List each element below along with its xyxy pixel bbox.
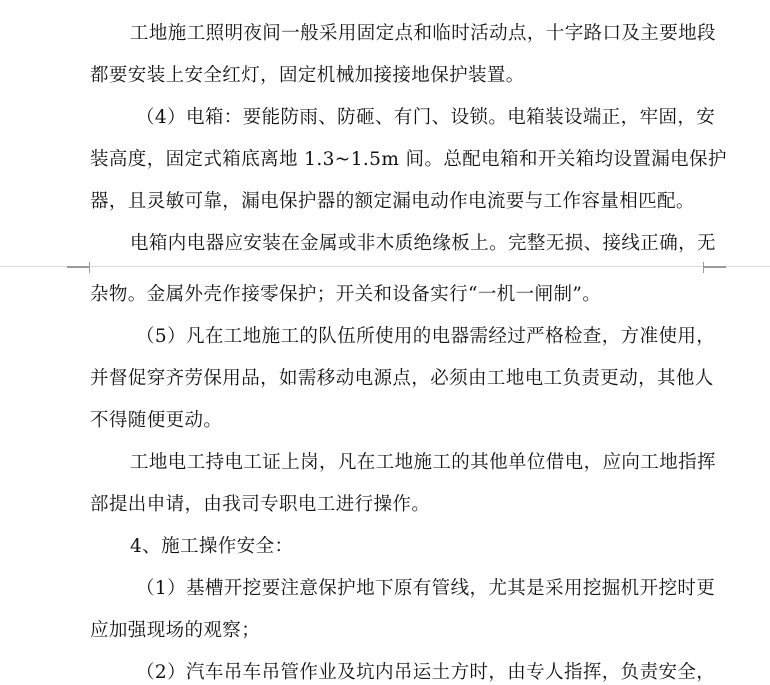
text-line: 器，且灵敏可靠，漏电保护器的额定漏电动作电流要与工作容量相匹配。 [90, 191, 695, 212]
text-line: 不得随便更动。 [90, 410, 223, 431]
text-line: 电箱内电器应安装在金属或非木质绝缘板上。完整无损、接线正确，无 [130, 233, 716, 254]
text-line: 4、施工操作安全： [130, 536, 294, 557]
text-line: 部提出申请，由我司专职电工进行操作。 [90, 494, 431, 515]
text-line: （4）电箱：要能防雨、防砸、有门、设锁。电箱装设端正，牢固，安 [136, 107, 716, 128]
text-line: 装高度，固定式箱底离地 1.3~1.5m 间。总配电箱和开关箱均设置漏电保护 [90, 149, 727, 170]
text-line: 工地电工持电工证上岗，凡在工地施工的其他单位借电，应向工地指挥 [130, 452, 716, 473]
text-line: （1）基槽开挖要注意保护地下原有管线，尤其是采用挖掘机开挖时更 [136, 578, 716, 599]
text-line: 并督促穿齐劳保用品，如需移动电源点，必须由工地电工负责更动，其他人 [90, 368, 714, 389]
text-line: （2）汽车吊车吊管作业及坑内吊运土方时，由专人指挥，负责安全， [136, 662, 716, 683]
text-line: 都要安装上安全红灯，固定机械加接接地保护装置。 [90, 65, 525, 86]
text-line: 应加强现场的观察； [90, 620, 261, 641]
text-line: 工地施工照明夜间一般采用固定点和临时活动点，十字路口及主要地段 [130, 23, 716, 44]
page-break-line [0, 266, 770, 267]
text-line: （5）凡在工地施工的队伍所使用的电器需经过严格检查，方准使用， [136, 326, 716, 347]
page-corner-mark [703, 267, 726, 273]
page-corner-mark [67, 267, 90, 273]
text-line: 杂物。金属外壳作接零保护；开关和设备实行“一机一闸制”。 [90, 284, 602, 305]
